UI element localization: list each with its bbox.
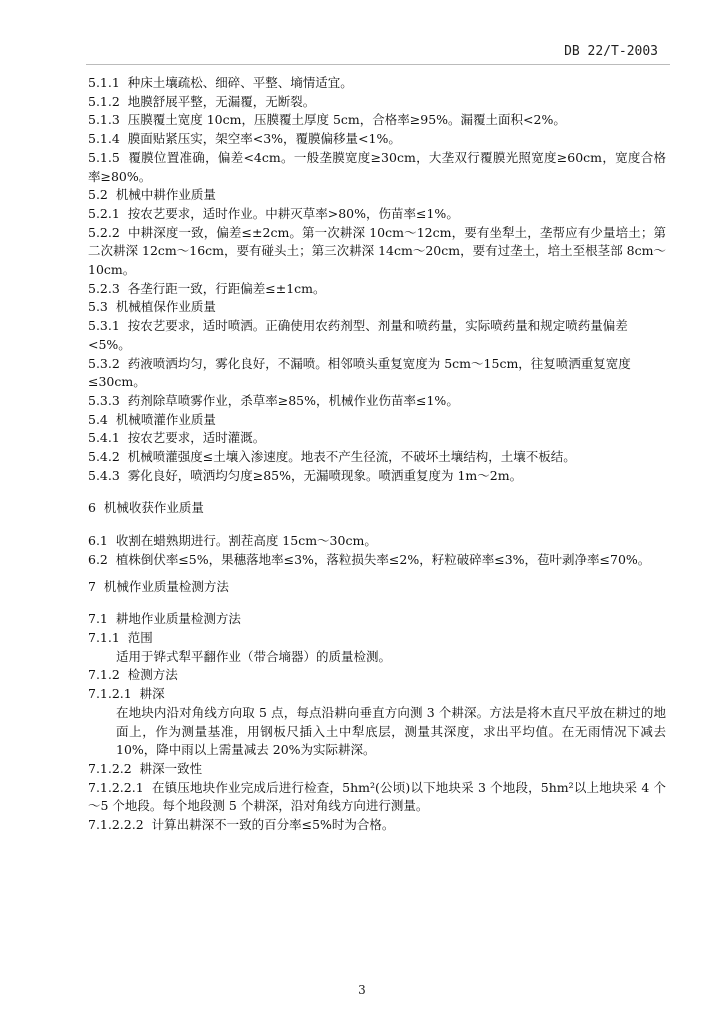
- clause-5-1-4: 5.1.4 膜面贴紧压实，架空率<3%，覆膜偏移量<1%。: [88, 131, 401, 147]
- clause-5-2-1: 5.2.1 按农艺要求，适时作业。中耕灭草率>80%，伤苗率≤1%。: [88, 205, 459, 221]
- clause-6-2: 6.2 植株倒伏率≤5%，果穗落地率≤3%，落粒损失率≤2%，籽粒破碎率≤3%，苞叶剥净率≤70%。: [88, 551, 651, 567]
- heading-7-1: 7.1 耕地作业质量检测方法: [88, 611, 241, 627]
- heading-5-4: 5.4 机械喷灌作业质量: [88, 411, 216, 427]
- clause-5-4-1: 5.4.1 按农艺要求，适时灌溉。: [88, 430, 266, 446]
- clause-5-3-2: 5.3.2 药液喷洒均匀，雾化良好，不漏喷。相邻喷头重复宽度为 5cm～15cm，往复喷洒重复宽度≤30cm。: [88, 355, 631, 390]
- clause-5-4-2: 5.4.2 机械喷灌强度≤土壤入渗速度。地表不产生径流，不破坏土壤结构，土壤不板结。: [88, 449, 576, 465]
- clause-7-1-2-2-1: 7.1.2.2.1 在镇压地块作业完成后进行检查，5hm²(公顷)以下地块采 3 个地段，5hm²以上地块采 4 个～5 个地段。每个地段测 5 个耕深，沿对角线方向进行测量。: [88, 779, 666, 814]
- clause-5-1-3: 5.1.3 压膜覆土宽度 10cm，压膜覆土厚度 5cm，合格率≥95%。漏覆土面积<2%。: [88, 112, 566, 128]
- heading-7: 7 机械作业质量检测方法: [88, 578, 229, 594]
- heading-5-3: 5.3 机械植保作业质量: [88, 299, 216, 315]
- clause-5-1-5: 5.1.5 覆膜位置准确，偏差<4cm。一般垄膜宽度≥30cm，大垄双行覆膜光照宽度≥60cm，宽度合格率≥80%。: [88, 149, 666, 184]
- page-number: 3: [358, 983, 366, 997]
- clause-5-1-2: 5.1.2 地膜舒展平整，无漏覆，无断裂。: [88, 93, 316, 109]
- heading-7-1-2-1: 7.1.2.1 耕深: [88, 686, 165, 702]
- standard-code: DB 22/T-2003: [564, 44, 658, 59]
- clause-5-1-1: 5.1.1 种床土壤疏松、细碎、平整、墒情适宜。: [88, 75, 353, 90]
- clause-5-4-3: 5.4.3 雾化良好，喷洒均匀度≥85%，无漏喷现象。喷洒重复度为 1m～2m。: [88, 467, 523, 483]
- clause-5-3-3: 5.3.3 药剂除草喷雾作业，杀草率≥85%，机械作业伤苗率≤1%。: [88, 392, 459, 408]
- tillage-depth-method: 在地块内沿对角线方向取 5 点，每点沿耕向垂直方向测 3 个耕深。方法是将木直尺平放在耕过的地面上，作为测量基准，用钢板尺插入土中犁底层，测量其深度，求出平均值。在无雨情况下减去 10%，降中雨以上需量减去 20%为实际耕深。: [116, 704, 670, 758]
- heading-7-1-2-2: 7.1.2.2 耕深一致性: [88, 760, 203, 776]
- clause-5-2-3: 5.2.3 各垄行距一致，行距偏差≤±1cm。: [88, 280, 326, 296]
- heading-7-1-2: 7.1.2 检测方法: [88, 667, 178, 683]
- scope-text: 适用于铧式犁平翻作业（带合墒器）的质量检测。: [116, 648, 392, 664]
- heading-7-1-1: 7.1.1 范围: [88, 629, 153, 645]
- clause-7-1-2-2-2: 7.1.2.2.2 计算出耕深不一致的百分率≤5%时为合格。: [88, 817, 395, 833]
- header-rule: [86, 64, 670, 65]
- clause-6-1: 6.1 收割在蜡熟期进行。割茬高度 15cm～30cm。: [88, 533, 377, 549]
- clause-5-3-1: 5.3.1 按农艺要求，适时喷洒。正确使用农药剂型、剂量和喷药量，实际喷药量和规定喷药量偏差<5%。: [88, 318, 628, 352]
- document-body: [88, 74, 670, 835]
- heading-5-2: 5.2 机械中耕作业质量: [88, 187, 216, 203]
- heading-6: 6 机械收获作业质量: [88, 500, 204, 516]
- clause-5-2-2: 5.2.2 中耕深度一致，偏差≤±2cm。第一次耕深 10cm～12cm，要有坐犁土，垄帮应有少量培土；第二次耕深 12cm～16cm，要有碰头土；第三次耕深 14cm～20cm，要有过垄土，培土至根茎部 8cm～10cm。: [88, 224, 666, 278]
